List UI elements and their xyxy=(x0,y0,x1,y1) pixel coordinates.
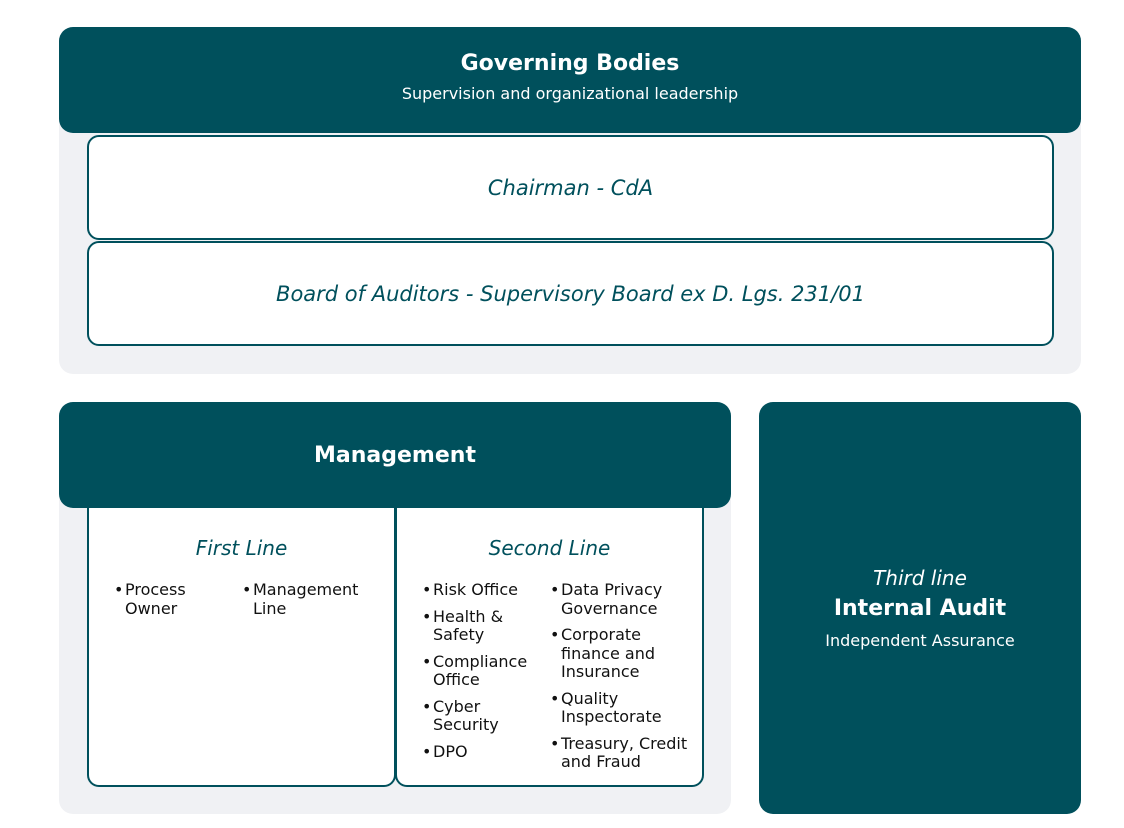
list-item: • Risk Office xyxy=(422,581,547,600)
first-line-box xyxy=(87,470,396,787)
management-title: Management xyxy=(314,442,476,468)
list-item: • Treasury, Credit and Fraud xyxy=(550,735,700,772)
chairman-label: Chairman - CdA xyxy=(487,175,654,200)
board-of-auditors-label: Board of Auditors - Supervisory Board ex D. Lgs. 231/01 xyxy=(276,281,865,306)
chairman-box xyxy=(87,135,1054,240)
list-item: • Cyber Security xyxy=(422,698,547,735)
third-line-box xyxy=(759,402,1081,814)
first-line-title: First Line xyxy=(195,536,288,560)
board-of-auditors-box xyxy=(87,241,1054,346)
list-item: • Quality Inspectorate xyxy=(550,690,700,727)
list-item: • Management Line xyxy=(242,581,382,618)
list-item: • Health & Safety xyxy=(422,608,547,645)
second-line-title: Second Line xyxy=(488,536,611,560)
second-line-box xyxy=(395,470,704,787)
list-item: • Corporate finance and Insurance xyxy=(550,626,700,682)
list-item: • DPO xyxy=(422,743,547,762)
second-line-list-a xyxy=(422,581,547,769)
list-item: • Compliance Office xyxy=(422,653,547,690)
governing-bodies-title: Governing Bodies xyxy=(460,51,680,76)
list-item: • Data Privacy Governance xyxy=(550,581,700,618)
governing-bodies-subtitle: Supervision and organizational leadership xyxy=(401,84,739,103)
governing-bodies-header xyxy=(59,27,1081,133)
first-line-list-b xyxy=(242,581,382,626)
list-item: • Process Owner xyxy=(114,581,224,618)
second-line-list-b xyxy=(550,581,700,780)
management-header xyxy=(59,402,731,508)
independent-assurance-subtitle: Independent Assurance xyxy=(825,631,1015,650)
first-line-list-a xyxy=(114,581,224,626)
internal-audit-title: Internal Audit xyxy=(833,596,1007,621)
third-line-label: Third line xyxy=(873,566,967,590)
